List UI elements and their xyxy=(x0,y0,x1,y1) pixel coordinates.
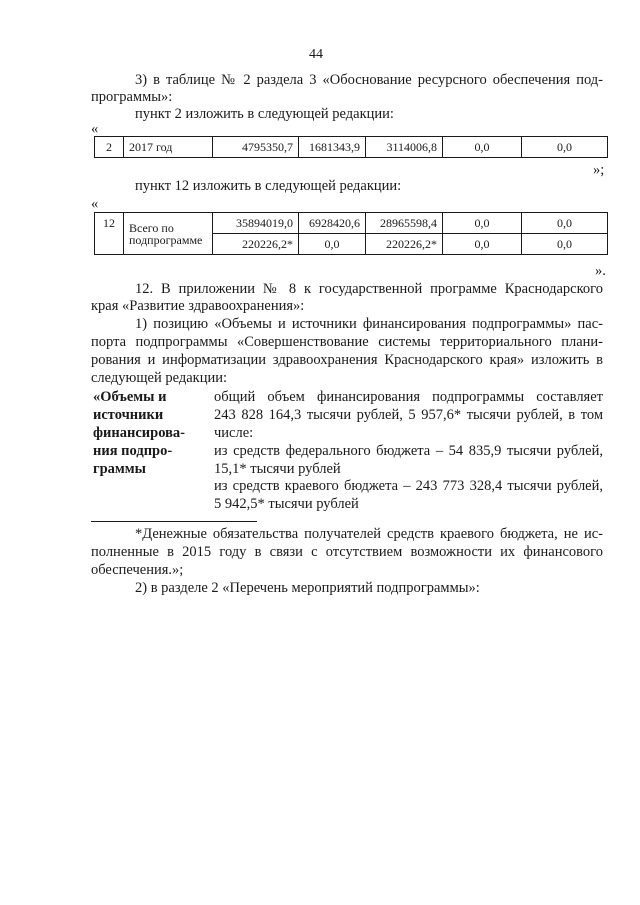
table2 xyxy=(94,212,608,255)
sub1-line1: 1) позицию «Объемы и источники финансирования подпрограммы» пас- xyxy=(135,316,603,332)
item12-line2: края «Развитие здравоохранения»: xyxy=(91,298,305,314)
table-cell-other: 0,0 xyxy=(522,137,608,158)
sub1-line4: следующей редакции: xyxy=(91,370,228,386)
table-cell: 220226,2* xyxy=(366,234,443,255)
passport-value-line5: 15,1* тысячи рублей xyxy=(214,461,341,477)
table-cell-local: 0,0 xyxy=(443,137,522,158)
punkt2-intro: пункт 2 изложить в следующей редакции: xyxy=(135,106,394,122)
passport-value-line3: числе: xyxy=(214,425,254,441)
passport-label-line5: граммы xyxy=(93,461,146,477)
footnote-line1: *Денежные обязательства получателей средств краевого бюджета, не ис- xyxy=(135,526,603,542)
footnote-separator xyxy=(91,521,257,522)
item3-line2: программы»: xyxy=(91,89,173,105)
item3-line1: 3) в таблице № 2 раздела 3 «Обоснование ресурсного обеспечения под- xyxy=(135,72,603,88)
label-line1: Всего по xyxy=(129,220,174,235)
open-quote-2: « xyxy=(91,196,99,212)
passport-label-line1: «Объемы и xyxy=(93,389,167,405)
table-cell: 220226,2* xyxy=(213,234,299,255)
table-cell-num: 2 xyxy=(95,137,124,158)
passport-value-line1: общий объем финансирования подпрограммы составляет xyxy=(214,389,603,405)
table-cell: 6928420,6 xyxy=(299,213,366,234)
footnote-line3: обеспечения.»; xyxy=(91,562,184,578)
table-cell-label xyxy=(124,213,213,255)
footnote-line2: полненные в 2015 году в связи с отсутствием возможности их финансового xyxy=(91,544,603,560)
table-cell: 0,0 xyxy=(443,213,522,234)
sub2: 2) в разделе 2 «Перечень мероприятий подпрограммы»: xyxy=(135,580,480,596)
table-cell: 0,0 xyxy=(522,234,608,255)
table-cell: 0,0 xyxy=(299,234,366,255)
table-cell-regional: 3114006,8 xyxy=(366,137,443,158)
page-number: 44 xyxy=(309,47,323,62)
table-row xyxy=(95,213,608,234)
item12-line1: 12. В приложении № 8 к государственной программе Краснодарского xyxy=(135,281,603,297)
passport-value-line6: из средств краевого бюджета – 243 773 328,4 тысячи рублей, xyxy=(214,478,603,494)
close-quote-1: »; xyxy=(593,162,605,178)
table-cell-year: 2017 год xyxy=(124,137,213,158)
passport-label-line3: финансирова- xyxy=(93,425,185,441)
table-cell: 35894019,0 xyxy=(213,213,299,234)
table-cell-num: 12 xyxy=(95,213,124,255)
passport-value-line4: из средств федерального бюджета – 54 835,9 тысячи рублей, xyxy=(214,443,603,459)
table-cell: 28965598,4 xyxy=(366,213,443,234)
passport-label-line2: источники xyxy=(93,407,164,423)
punkt12-intro: пункт 12 изложить в следующей редакции: xyxy=(135,178,402,194)
sub1-line2: порта подпрограммы «Совершенствование системы территориального плани- xyxy=(91,334,603,350)
passport-value-line7: 5 942,5* тысячи рублей xyxy=(214,496,359,512)
open-quote-1: « xyxy=(91,121,99,137)
passport-value-line2: 243 828 164,3 тысячи рублей, 5 957,6* тысячи рублей, в том xyxy=(214,407,603,423)
passport-label-line4: ния подпро- xyxy=(93,443,173,459)
table1 xyxy=(94,136,608,158)
label-line2: подпрограмме xyxy=(129,232,203,247)
table-cell: 0,0 xyxy=(443,234,522,255)
table-cell-federal: 1681343,9 xyxy=(299,137,366,158)
table-cell: 0,0 xyxy=(522,213,608,234)
close-quote-2: ». xyxy=(595,263,606,279)
table-cell-total: 4795350,7 xyxy=(213,137,299,158)
sub1-line3: рования и информатизации здравоохранения Краснодарского края» изложить в xyxy=(91,352,603,368)
table-row xyxy=(95,137,608,158)
